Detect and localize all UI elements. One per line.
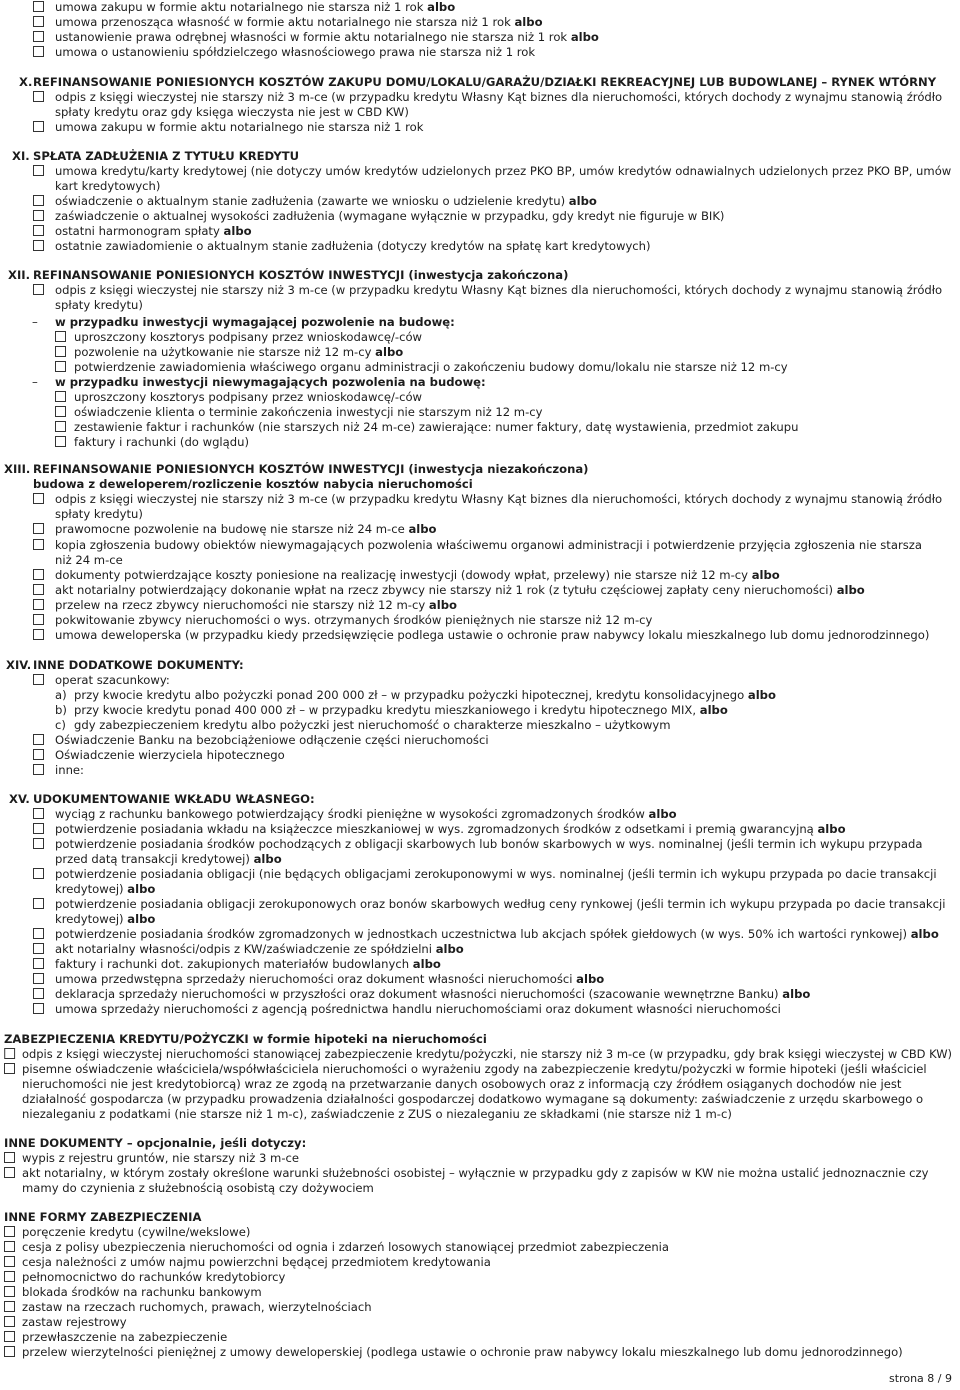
item-suffix: albo [514,15,543,29]
list-item [74,405,543,420]
list-item [22,1151,299,1166]
item-suffix: albo [747,688,776,702]
item-letter: a) [55,688,67,702]
checkbox[interactable] [33,569,44,580]
item-text: odpis z księgi wieczystej nie starszy niż 3 m-ce (w przypadku kredytu Własny Kąt biznes dla nieruchomości, których dochody z wynajmu stanowią źródło [55,90,943,104]
item-suffix: albo [253,852,282,866]
item-text: przelew na rzecz zbywcy nieruchomości nie starszy niż 12 m-cy [55,598,426,612]
checkbox[interactable] [33,898,44,909]
item-text-continued [55,882,155,897]
item-text: zastaw rejestrowy [22,1315,127,1329]
item-suffix: albo [412,957,441,971]
item-text: umowa sprzedaży nieruchomości z agencją pośrednictwa handlu nieruchomościami oraz dokument własności nieruchomości [55,1002,781,1016]
item-text: ostatnie zawiadomienie o aktualnym stanie zadłużenia (dotyczy kredytów na spłatę kart kredytowych) [55,239,651,253]
checkbox[interactable] [33,210,44,221]
list-item [55,492,942,507]
item-text: potwierdzenie posiadania środków zgromadzonych w jednostkach uczestnictwa lub akcjach spółek giełdowych (w wys. 50% ich wartości rynkowej) [55,927,908,941]
checkbox[interactable] [33,16,44,27]
checkbox[interactable] [33,493,44,504]
list-item [22,1062,927,1077]
item-text: potwierdzenie posiadania środków pochodzących z obligacji skarbowych lub bonów skarbowych w wys. nominalnej (jeśli termin ich wykupu przypada [55,837,923,851]
section-title: REFINANSOWANIE PONIESIONYCH KOSZTÓW INWESTYCJI (inwestycja zakończona) [33,268,569,282]
list-item [22,1300,372,1315]
checkbox[interactable] [4,1256,15,1267]
checkbox[interactable] [33,823,44,834]
item-text: pozwolenie na użytkowanie nie starsze niż 12 m-cy [74,345,372,359]
list-item [55,837,922,852]
list-item [55,209,724,224]
item-suffix: albo [223,224,252,238]
list-item [22,1330,227,1345]
checkbox[interactable] [33,91,44,102]
list-item [55,45,535,60]
item-text: prawomocne pozwolenie na budowę nie starsze niż 24 m-ce [55,522,405,536]
list-item [55,90,942,105]
item-suffix: albo [568,194,597,208]
list-item [74,420,798,435]
checkbox[interactable] [4,1346,15,1357]
section-heading-xii [8,268,569,283]
item-text: inne: [55,763,84,777]
section-title: SPŁATA ZADŁUŻENIA Z TYTUŁU KREDYTU [33,149,300,163]
item-suffix: albo [699,703,728,717]
section-heading-xiv [6,658,244,673]
item-text: ostatni harmonogram spłaty [55,224,220,238]
item-text: potwierdzenie posiadania obligacji zerokuponowych oraz bonów skarbowych według ceny rynkowej (jeśli termin ich wykupu przypada po dacie transakcji [55,897,946,911]
section-number: X. [19,75,33,89]
item-text: odpis z księgi wieczystej nie starszy niż 3 m-ce (w przypadku kredytu Własny Kąt biznes dla nieruchomości, których dochody z wynajmu stanowią źródło [55,283,943,297]
item-text-continued: kart kredytowych) [55,179,161,193]
list-item [55,283,942,298]
checkbox[interactable] [4,1316,15,1327]
checkbox[interactable] [33,195,44,206]
checkbox[interactable] [33,958,44,969]
checkbox[interactable] [33,539,44,550]
list-item [55,867,937,882]
checkbox[interactable] [33,838,44,849]
checkbox[interactable] [33,943,44,954]
item-text: oświadczenie o aktualnym stanie zadłużenia (zawarte we wniosku o udzielenie kredytu) [55,194,566,208]
checkbox[interactable] [4,1167,15,1178]
list-item [22,1240,669,1255]
item-text-continued: spłaty kredytu) [55,507,143,521]
section-heading-xv [9,792,315,807]
list-item [55,957,441,972]
item-text: umowa zakupu w formie aktu notarialnego nie starsza niż 1 rok [55,120,424,134]
checkbox[interactable] [33,31,44,42]
item-text: kredytowej) [55,912,124,926]
section-title: REFINANSOWANIE PONIESIONYCH KOSZTÓW ZAKUPU DOMU/LOKALU/GARAŻU/DZIAŁKI REKREACYJNEJ LUB BUDOWLANEJ – RYNEK WTÓRNY [33,75,937,89]
checkbox[interactable] [33,734,44,745]
list-item [22,1255,491,1270]
section-heading-xiii [4,462,589,477]
checkbox[interactable] [55,406,66,417]
list-item [55,822,846,837]
list-item [74,345,403,360]
list-item [55,613,652,628]
lettered-item [55,718,671,733]
item-text: operat szacunkowy: [55,673,170,687]
item-text: odpis z księgi wieczystej nie starszy niż 3 m-ce (w przypadku kredytu Własny Kąt biznes dla nieruchomości, których dochody z wynajmu stanowią źródło [55,492,943,506]
item-text: przy kwocie kredytu albo pożyczki ponad 200 000 zł – w przypadku pożyczki hipotecznej, kredytu konsolidacyjnego [74,688,745,702]
list-item [55,538,922,553]
section-heading-inne-dokumenty: INNE DOKUMENTY – opcjonalnie, jeśli dotyczy: [4,1136,307,1150]
checkbox[interactable] [55,331,66,342]
checkbox[interactable] [33,674,44,685]
list-item [55,15,543,30]
subsection-title: w przypadku inwestycji niewymagających pozwolenia na budowę: [55,375,486,389]
checkbox[interactable] [4,1331,15,1342]
item-text: potwierdzenie posiadania wkładu na książeczce mieszkaniowej w wys. zgromadzonych środków z odsetkami i premią gwarancyjną [55,822,814,836]
list-item [55,987,810,1002]
item-text: zestawienie faktur i rachunków (nie starszych niż 24 m-ce) zawierające: numer faktury, datę wystawienia, przedmiot zakupu [74,420,799,434]
checkbox[interactable] [33,868,44,879]
checkbox[interactable] [33,584,44,595]
checkbox[interactable] [55,346,66,357]
item-suffix: albo [751,568,780,582]
section-number: XV. [9,792,30,806]
dash-bullet: – [32,375,38,389]
checkbox[interactable] [4,1063,15,1074]
section-title: REFINANSOWANIE PONIESIONYCH KOSZTÓW INWESTYCJI (inwestycja niezakończona) [33,462,589,476]
item-suffix: albo [817,822,846,836]
section-number: XI. [12,149,30,163]
item-text-continued [55,912,155,927]
item-text: umowa przenosząca własność w formie aktu notarialnego nie starsza niż 1 rok [55,15,511,29]
item-suffix: albo [570,30,599,44]
checkbox[interactable] [4,1226,15,1237]
checkbox[interactable] [4,1271,15,1282]
list-item [22,1166,929,1181]
section-heading-zabezpieczenia: ZABEZPIECZENIA KREDYTU/POŻYCZKI w formie hipoteki na nieruchomości [4,1032,487,1046]
list-item [55,568,780,583]
item-text: Oświadczenie Banku na bezobciążeniowe odłączenie części nieruchomości [55,733,489,747]
item-text: pisemne oświadczenie właściciela/współwłaściciela nieruchomości o wyrażeniu zgody na zabezpieczenie kredytu/pożyczki w formie hipoteki (jeśli właściciel [22,1062,927,1076]
section-heading-xi [12,149,300,164]
item-text: przed datą transakcji kredytowej) [55,852,250,866]
checkbox[interactable] [33,614,44,625]
section-subtitle: budowa z deweloperem/rozliczenie kosztów nabycia nieruchomości [33,477,473,491]
item-suffix: albo [576,972,605,986]
list-item [55,673,170,688]
list-item [74,435,249,450]
list-item [55,733,489,748]
item-text: gdy zabezpieczeniem kredytu albo pożyczki jest nieruchomość o charakterze mieszkalno – użytkowym [74,718,671,732]
checkbox[interactable] [4,1241,15,1252]
item-text: dokumenty potwierdzające koszty poniesione na realizację inwestycji (dowody wpłat, przelewy) nie starsze niż 12 m-cy [55,568,748,582]
checkbox[interactable] [33,988,44,999]
list-item [55,30,599,45]
item-text-continued: mamy do czynienia z służebnością osobistą czy dożywociem [22,1181,374,1195]
list-item [55,927,939,942]
subsection-title: w przypadku inwestycji wymagającej pozwolenie na budowę: [55,315,455,329]
item-text: przewłaszczenie na zabezpieczenie [22,1330,228,1344]
checkbox[interactable] [55,421,66,432]
item-text: deklaracja sprzedaży nieruchomości w przyszłości oraz dokument własności nieruchomości (szacowanie wewnętrzne Banku) [55,987,779,1001]
list-item [55,522,437,537]
page-number: strona 8 / 9 [889,1372,952,1385]
item-text: wypis z rejestru gruntów, nie starszy niż 3 m-ce [22,1151,300,1165]
list-item [55,807,677,822]
lettered-item [55,703,728,718]
item-text-continued: niż 24 m-ce [55,553,123,567]
checkbox[interactable] [33,121,44,132]
list-item [55,942,464,957]
item-text: pełnomocnictwo do rachunków kredytobiorcy [22,1270,286,1284]
checkbox[interactable] [33,629,44,640]
item-text: potwierdzenie posiadania obligacji (nie będących obligacjami zerokuponowymi w wys. nominalnej (jeśli termin ich wykupu przypada po dacie transakcji [55,867,937,881]
checkbox[interactable] [33,764,44,775]
checkbox[interactable] [33,523,44,534]
item-suffix: albo [127,912,156,926]
item-suffix: albo [648,807,677,821]
list-item [55,897,945,912]
item-text: uproszczony kosztorys podpisany przez wnioskodawcę/-ców [74,390,423,404]
subsection-heading [32,375,486,390]
checkbox[interactable] [33,808,44,819]
item-suffix: albo [782,987,811,1001]
checkbox[interactable] [33,599,44,610]
checkbox[interactable] [33,1,44,12]
checkbox[interactable] [33,749,44,760]
checkbox[interactable] [4,1152,15,1163]
item-text: cesja należności z umów najmu powierzchni będącej przedmiotem kredytowania [22,1255,491,1269]
list-item [74,360,788,375]
item-suffix: albo [435,942,464,956]
list-item [74,390,422,405]
item-text: faktury i rachunki dot. zakupionych materiałów budowlanych [55,957,410,971]
list-item [55,120,423,135]
list-item [55,583,865,598]
list-item [22,1315,127,1330]
list-item [22,1270,285,1285]
checkbox[interactable] [55,436,66,447]
item-letter: c) [55,718,66,732]
section-heading-x [19,75,937,90]
section-number: XIV. [6,658,32,672]
item-text-continued: spłaty kredytu oraz gdy księga wieczysta nie jest w CBD KW) [55,105,409,119]
item-text: zastaw na rzeczach ruchomych, prawach, wierzytelnościach [22,1300,372,1314]
item-text: akt notarialny własności/odpis z KW/zaświadczenie ze spółdzielni [55,942,433,956]
item-text: odpis z księgi wieczystej nieruchomości stanowiącej zabezpieczenie kredytu/pożyczki, nie starszy niż 3 m-ce (w przypadku, gdy brak księgi wieczystej w CBD KW) [22,1047,953,1061]
section-number: XIII. [4,462,31,476]
list-item [55,1002,781,1017]
list-item [22,1285,262,1300]
list-item [55,0,455,15]
item-text: Oświadczenie wierzyciela hipotecznego [55,748,285,762]
list-item [55,763,84,778]
list-item [55,972,604,987]
item-text: umowa przedwstępna sprzedaży nieruchomości oraz dokument własności nieruchomości [55,972,573,986]
item-text-continued: działalność gospodarcza (w przypadku prowadzenia działalności gospodarczej dodatkowo wymagane są dokumenty: zaświadczenie z urzędu skarbowego o [22,1092,924,1106]
checkbox[interactable] [33,165,44,176]
list-item [22,1225,250,1240]
item-text: pokwitowanie zbywcy nieruchomości o wys. otrzymanych środków pieniężnych nie starsze niż 12 m-cy [55,613,653,627]
item-text: zaświadczenie o aktualnej wysokości zadłużenia (wymagane wyłącznie w przypadku, gdy kredyt nie figuruje w BIK) [55,209,725,223]
item-suffix: albo [127,882,156,896]
checkbox[interactable] [4,1301,15,1312]
list-item [55,224,252,239]
item-text: potwierdzenie zawiadomienia właściwego organu administracji o zakończeniu budowy domu/lokalu nie starsze niż 12 m-cy [74,360,788,374]
item-text: umowa zakupu w formie aktu notarialnego nie starsza niż 1 rok [55,0,424,14]
checkbox[interactable] [33,240,44,251]
item-suffix: albo [428,598,457,612]
item-text: cesja z polisy ubezpieczenia nieruchomości od ognia i zdarzeń losowych stanowiącej przedmiot zabezpieczenia [22,1240,670,1254]
checkbox[interactable] [33,284,44,295]
item-text: oświadczenie klienta o terminie zakończenia inwestycji nie starszym niż 12 m-cy [74,405,543,419]
item-suffix: albo [910,927,939,941]
list-item [22,1047,952,1062]
item-text: przelew wierzytelności pieniężnej z umowy deweloperskiej (podlega ustawie o ochronie praw nabywcy lokalu mieszkalnego lub domu jednorodzinnego) [22,1345,903,1359]
item-suffix: albo [836,583,865,597]
checkbox[interactable] [4,1286,15,1297]
item-text: umowa o ustanowieniu spółdzielczego własnościowego prawa nie starsza niż 1 rok [55,45,536,59]
item-text-continued: niezaleganiu z podatkami (nie starsze niż 1 m-c), zaświadczenie z ZUS o niezaleganiu ze składkami (nie starsze niż 1 m-c) [22,1107,732,1121]
checkbox[interactable] [33,928,44,939]
item-text-continued: spłaty kredytu) [55,298,143,312]
list-item [22,1345,903,1360]
section-title: INNE DODATKOWE DOKUMENTY: [33,658,244,672]
item-text: umowa deweloperska (w przypadku kiedy przedsięwzięcie podlega ustawie o ochronie praw nabywcy lokalu mieszkalnego lub domu jednorodzinnego) [55,628,930,642]
item-text: poręczenie kredytu (cywilne/wekslowe) [22,1225,251,1239]
item-suffix: albo [375,345,404,359]
checkbox[interactable] [33,973,44,984]
checkbox[interactable] [33,225,44,236]
item-text-continued: nieruchomości nie jest kredytobiorcą) wraz ze zgodą na przetwarzanie danych osobowych oraz z informacją czy źródłem osiąganych dochodów nie jest [22,1077,902,1091]
dash-bullet: – [32,315,38,329]
item-text: ustanowienie prawa odrębnej własności w formie aktu notarialnego nie starsza niż 1 rok [55,30,568,44]
item-text: faktury i rachunki (do wglądu) [74,435,249,449]
checkbox[interactable] [33,1003,44,1014]
item-text: kredytowej) [55,882,124,896]
item-text: umowa kredytu/karty kredytowej (nie dotyczy umów kredytów udzielonych przez PKO BP, umów kredytów odnawialnych udzielonych przez PKO BP, umów [55,164,952,178]
section-number: XII. [8,268,30,282]
item-text: kopia zgłoszenia budowy obiektów niewymagających pozwolenia właściwemu organowi administracji i potwierdzenie przyjęcia zgłoszenia nie starsza [55,538,922,552]
item-text: akt notarialny, w którym zostały określone warunki służebności osobistej – wyłącznie w przypadku gdy z zapisów w KW nie można ustalić jednoznacznie czy [22,1166,929,1180]
item-text: blokada środków na rachunku bankowym [22,1285,262,1299]
list-item [55,239,651,254]
item-letter: b) [55,703,67,717]
checkbox[interactable] [55,391,66,402]
list-item [55,194,597,209]
item-text: uproszczony kosztorys podpisany przez wnioskodawcę/-ców [74,330,423,344]
list-item [55,628,929,643]
subsection-heading [32,315,455,330]
checkbox[interactable] [33,46,44,57]
item-text-continued [55,852,282,867]
item-suffix: albo [408,522,437,536]
item-text: przy kwocie kredytu ponad 400 000 zł – w przypadku kredytu mieszkaniowego i kredytu hipotecznego MIX, [74,703,697,717]
checkbox[interactable] [55,361,66,372]
section-heading-inne-formy: INNE FORMY ZABEZPIECZENIA [4,1210,202,1224]
lettered-item [55,688,776,703]
list-item [55,164,951,179]
list-item [55,598,457,613]
item-text: akt notarialny potwierdzający dokonanie wpłat na rzecz zbywcy nie starszy niż 1 rok (z tytułu częściowej zapłaty ceny nieruchomości) [55,583,833,597]
item-suffix: albo [427,0,456,14]
list-item [74,330,422,345]
section-title: UDOKUMENTOWANIE WKŁADU WŁASNEGO: [33,792,315,806]
checkbox[interactable] [4,1048,15,1059]
list-item [55,748,285,763]
item-text: wyciąg z rachunku bankowego potwierdzający środki pieniężne w wysokości zgromadzonych środków [55,807,645,821]
